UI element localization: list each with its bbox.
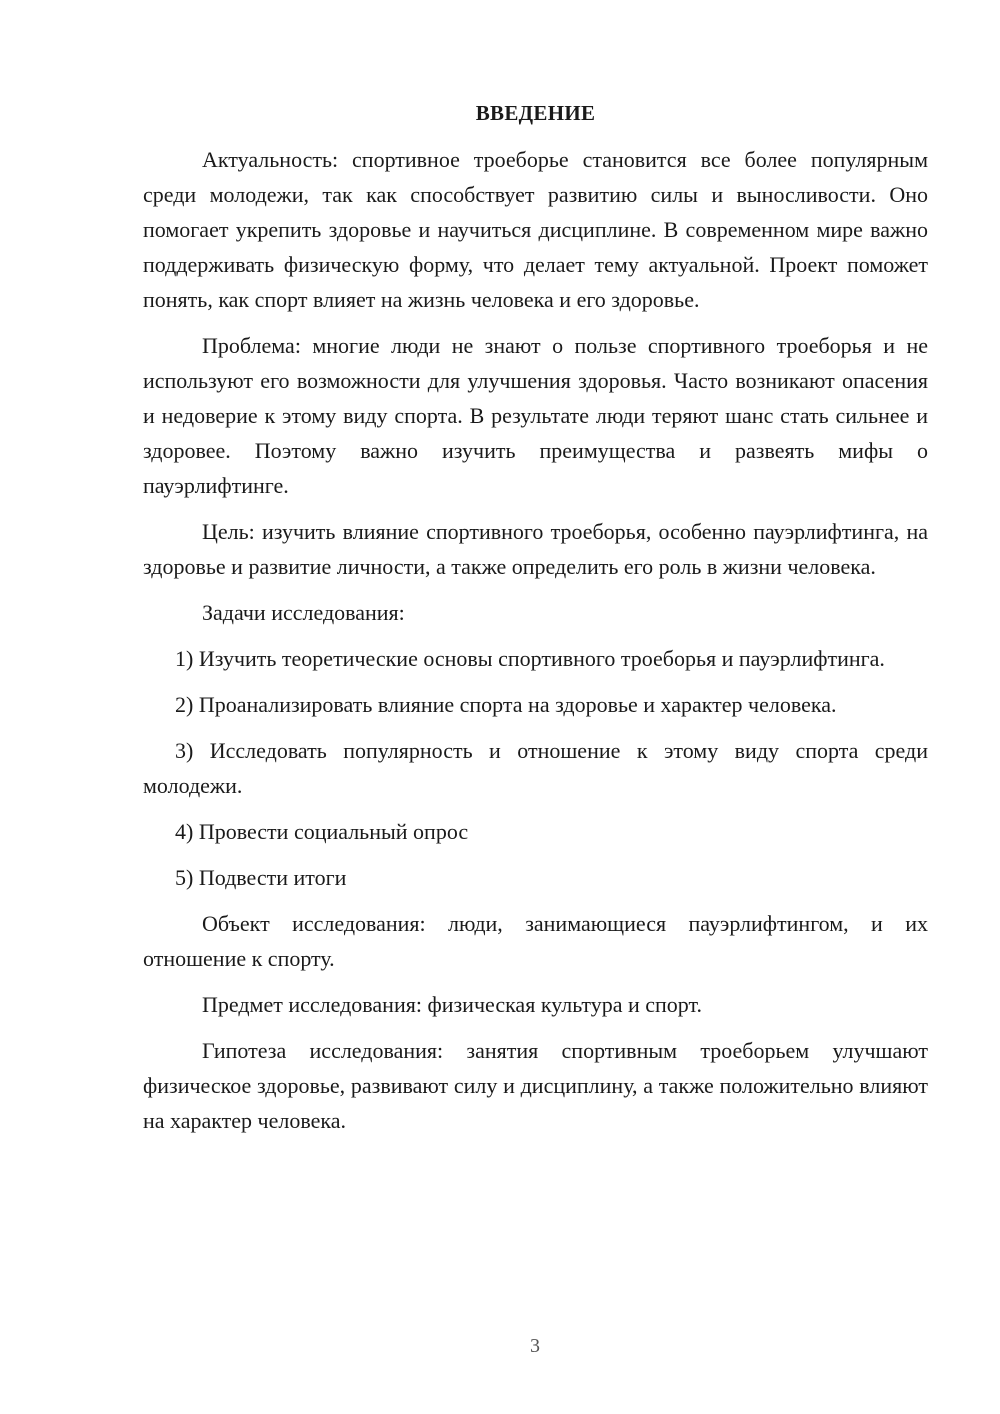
paragraph-goal: Цель: изучить влияние спортивного троеборья, особенно пауэрлифтинга, на здоровье и развитие личности, а также определить его роль в жизни человека. (143, 519, 928, 579)
paragraph-hypothesis: Гипотеза исследования: занятия спортивным троеборьем улучшают физическое здоровье, развивают силу и дисциплину, а также положительно влияют на характер человека. (143, 1038, 928, 1133)
task-item-4: 4) Провести социальный опрос (175, 819, 469, 844)
paragraph-tasks-heading: Задачи исследования: (202, 600, 405, 625)
task-item-5: 5) Подвести итоги (175, 865, 347, 890)
task-item-2: 2) Проанализировать влияние спорта на здоровье и характер человека. (175, 692, 837, 717)
task-item-1: 1) Изучить теоретические основы спортивного троеборья и пауэрлифтинга. (175, 646, 885, 671)
paragraph-problem: Проблема: многие люди не знают о пользе спортивного троеборья и не используют его возможности для улучшения здоровья. Часто возникают опасения и недоверие к этому виду спорта. В результате люди теряют шанс стать сильнее и здоровее. Поэтому важно изучить преимущества и развеять мифы о пауэрлифтинге. (143, 333, 928, 498)
page-number: 3 (530, 1335, 540, 1357)
section-title: ВВЕДЕНИЕ (475, 101, 596, 125)
page-content (143, 96, 928, 1149)
paragraph-subject: Предмет исследования: физическая культура и спорт. (202, 992, 702, 1017)
paragraph-relevance: Актуальность: спортивное троеборье становится все более популярным среди молодежи, так как способствует развитию силы и выносливости. Оно помогает укрепить здоровье и научиться дисциплине. В современном мире важно поддерживать физическую форму, что делает тему актуальной. Проект поможет понять, как спорт влияет на жизнь человека и его здоровье. (143, 147, 928, 312)
paragraph-object: Объект исследования: люди, занимающиеся пауэрлифтингом, и их отношение к спорту. (143, 911, 928, 971)
task-item-3: 3) Исследовать популярность и отношение к этому виду спорта среди молодежи. (143, 738, 928, 798)
